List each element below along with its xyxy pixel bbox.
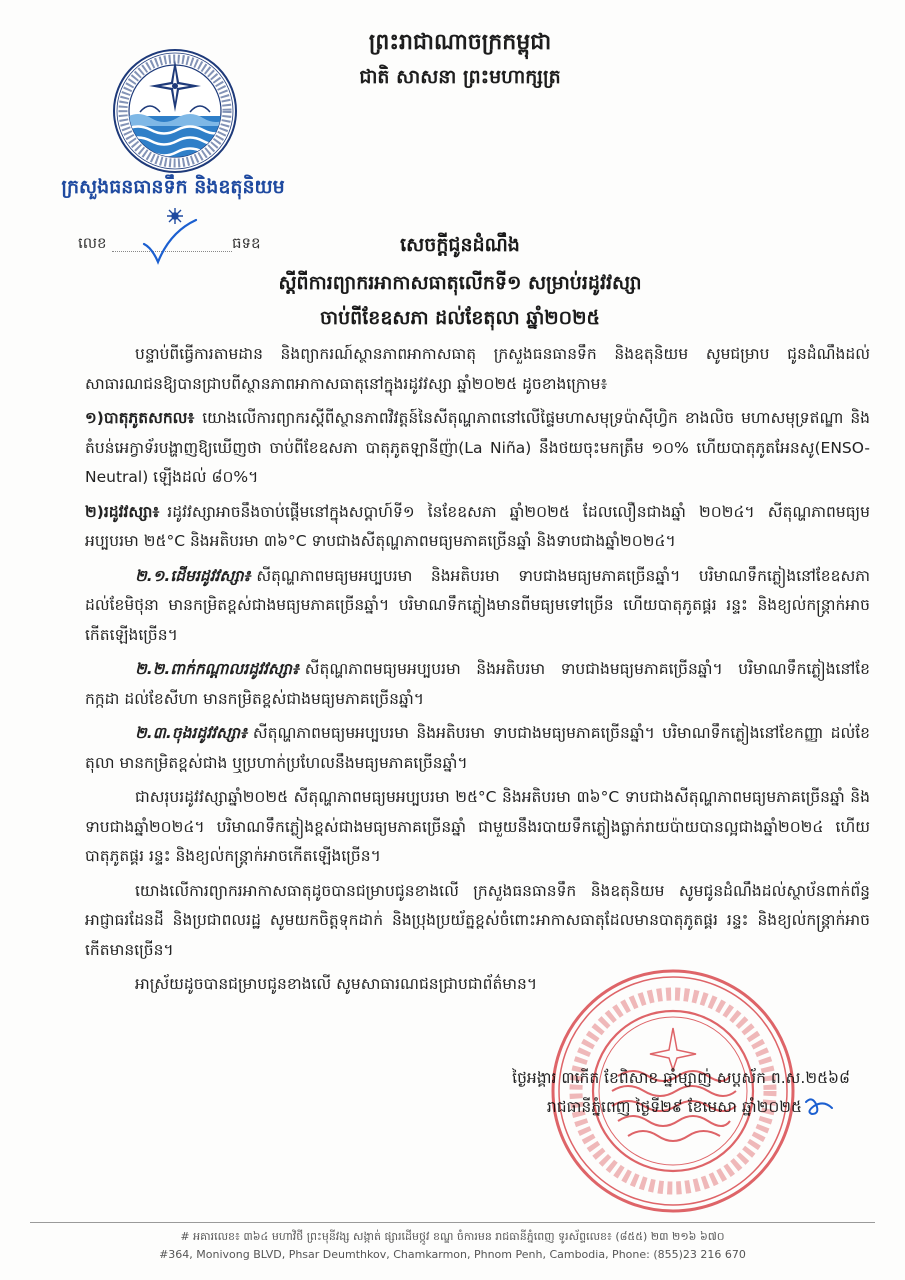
subsection-early-season — [85, 562, 870, 651]
reference-code: ធទឧ — [232, 234, 261, 252]
subsection-late-season — [85, 719, 870, 778]
subsection-text: សីតុណ្ហភាពមធ្យមអប្បបរមា និងអតិបរមា ទាបជាងមធ្យមភាគច្រើនឆ្នាំ។ បរិមាណទឹកភ្លៀងនៅខែកញ្ញា ដល់ខែតុលា មានកម្រិតខ្ពស់ជាង ឬប្រហាក់ប្រហែលនឹងមធ្យមភាគច្រើនឆ្នាំ។ — [85, 724, 870, 772]
kingdom-heading: ព្រះរាជាណាចក្រកម្ពុជា — [368, 30, 552, 55]
subsection-heading: ២.១.ដើមរដូវវស្សា៖ — [135, 566, 251, 585]
notice-body — [85, 340, 870, 1038]
section-global-phenomenon — [85, 404, 870, 493]
section-text: យោងលើការព្យាករស្តីពីស្ថានភាពវិវត្តន៍នៃសីតុណ្ហភាពនៅលើផ្ទៃមហាសមុទ្រប៉ាស៊ីហ្វិក ខាងលិច មហាសមុទ្រឥណ្ឌា និងតំបន់អេក្វាទ័របង្ហាញឱ្យឃើញថា ចាប់ពីខែឧសភា បាតុភូតឡានីញ៉ា(La Niña) នឹងថយចុះមកត្រឹម ១០% ហើយបាតុភូតអែនសូ(ENSO-Neutral) ឡើងដល់ ៨០%។ — [85, 409, 870, 486]
closing-paragraph: អាស្រ័យដូចបានជម្រាបជូនខាងលើ សូមសាធារណជនជ្រាបជាព័ត៌មាន។ — [135, 975, 538, 993]
notice-period: ចាប់ពីខែឧសភា ដល់ខែតុលា ឆ្នាំ២០២៥ — [320, 307, 600, 329]
notice-title: សេចក្តីជូនដំណឹង — [400, 234, 520, 256]
section-heading: ២)រដូវវស្សា៖ — [85, 502, 160, 521]
section-heading: ១)បាតុភូតសកល៖ — [85, 409, 195, 427]
reference-label: លេខ — [78, 234, 107, 252]
footer-address-khmer: # អគារលេខ៖ ៣៦៤ មហាវិថី ព្រះមុនីវង្ស សង្កាត់ ផ្សារដើមថ្កូវ ខណ្ឌ ចំការមន រាជធានីភ្នំពេញ ទូរស័ព្ទលេខ៖ (៨៥៥) ២៣ ២១៦ ៦៧០ — [180, 1230, 725, 1243]
summary-paragraph: ជាសរុបរដូវវស្សាឆ្នាំ២០២៥ សីតុណ្ហភាពមធ្យមអប្បបរមា ២៥°C និងអតិបរមា ៣៦°C ទាបជាងសីតុណ្ហភាពមធ្យមភាគច្រើនឆ្នាំ និងទាបជាងឆ្នាំ២០២៤។ បរិមាណទឹកភ្លៀងខ្ពស់ជាងមធ្យមភាគច្រើនឆ្នាំ ជាមួយនឹងរបាយទឹកភ្លៀងធ្លាក់រាយប៉ាយបានល្អជាងឆ្នាំ២០២៤ ហើយបាតុភូតផ្គរ រន្ទះ និងខ្យល់កន្ត្រាក់អាចកើតឡើងច្រើន។ — [85, 788, 870, 865]
section-rainy-season — [85, 498, 870, 557]
notice-subject: ស្តីពីការព្យាករអាកាសធាតុលើកទី១ សម្រាប់រដូវវស្សា — [278, 272, 642, 294]
subsection-mid-season — [85, 655, 870, 714]
section-text: រដូវវស្សាអាចនឹងចាប់ផ្តើមនៅក្នុងសប្តាហ៍ទី១ នៃខែឧសភា ឆ្នាំ២០២៥ ដែលលឿនជាងឆ្នាំ ២០២៤។ សីតុណ្ហភាពមធ្យមអប្បបរមា ២៥°C និងអតិបរមា ៣៦°C ទាបជាងសីតុណ្ហភាពមធ្យមភាគច្រើនឆ្នាំ និងទាបជាងឆ្នាំ២០២៤។ — [85, 502, 870, 550]
footer-divider — [30, 1222, 875, 1223]
national-motto: ជាតិ សាសនា ព្រះមហាក្សត្រ — [359, 66, 561, 88]
intro-paragraph: បន្ទាប់ពីធ្វើការតាមដាន និងព្យាករណ៍ស្ថានភាពអាកាសធាតុ ក្រសួងធនធានទឹក និងឧតុនិយម សូមជម្រាប ជូនដំណឹងដល់សាធារណជនឱ្យបានជ្រាបពីស្ថានភាពអាកាសធាតុនៅក្នុងរដូវវស្សា ឆ្នាំ២០២៥ ដូចខាងក្រោម៖ — [85, 345, 870, 393]
advice-paragraph: យោងលើការព្យាករអាកាសធាតុដូចបានជម្រាបជូនខាងលើ ក្រសួងធនធានទឹក និងឧតុនិយម សូមជូនដំណឹងដល់ស្ថាប័នពាក់ព័ន្ធ អាជ្ញាធរដែនដី និងប្រជាពលរដ្ឋ សូមយកចិត្តទុកដាក់ និងប្រុងប្រយ័ត្នខ្ពស់ចំពោះអាកាសធាតុដែលមានបាតុភូតផ្គរ រន្ទះ និងខ្យល់កន្ត្រាក់អាចកើតមានច្រើន។ — [85, 881, 870, 959]
signature-mark-icon — [802, 1094, 836, 1120]
subsection-heading: ២.៣.ចុងរដូវវស្សា៖ — [135, 724, 247, 742]
solar-date: រាជធានីភ្នំពេញ ថ្ងៃទី២៩ ខែមេសា ឆ្នាំ២០២៥ — [546, 1098, 802, 1116]
subsection-text: សីតុណ្ហភាពមធ្យមអប្បបរមា និងអតិបរមា ទាបជាងមធ្យមភាគច្រើនឆ្នាំ។ បរិមាណទឹកភ្លៀងនៅខែឧសភា ដល់ខែមិថុនា មានកម្រិតខ្ពស់ជាងមធ្យមភាគច្រើនឆ្នាំ។ បរិមាណទឹកភ្លៀងមានពីមធ្យមទៅច្រើន ហើយបាតុភូតផ្គរ រន្ទះ និងខ្យល់កន្ត្រាក់អាចកើតឡើងច្រើន។ — [85, 566, 870, 644]
lunar-date: ថ្ងៃអង្គារ ៣កើត ខែពិសាខ ឆ្នាំម្សាញ់ សប្តស័ក ព.ស.២៥៦៨ — [512, 1069, 850, 1087]
subsection-heading: ២.២.ពាក់កណ្តាលរដូវវស្សា៖ — [135, 660, 299, 678]
footer-address-english: #364, Monivong BLVD, Phsar Deumthkov, Chamkarmon, Phnom Penh, Cambodia, Phone: (855)23 216 670 — [159, 1248, 746, 1261]
subsection-text: សីតុណ្ហភាពមធ្យមអប្បបរមា និងអតិបរមា ទាបជាងមធ្យមភាគច្រើនឆ្នាំ។ បរិមាណទឹកភ្លៀងនៅខែកក្កដា ដល់ខែសីហា មានកម្រិតខ្ពស់ជាងមធ្យមភាគច្រើនឆ្នាំ។ — [85, 660, 870, 708]
ministry-logo-icon — [110, 46, 240, 176]
ministry-name: ក្រសួងធនធានទឹក និងឧតុនិយម — [61, 176, 285, 198]
official-seal-stamp — [548, 966, 798, 1216]
